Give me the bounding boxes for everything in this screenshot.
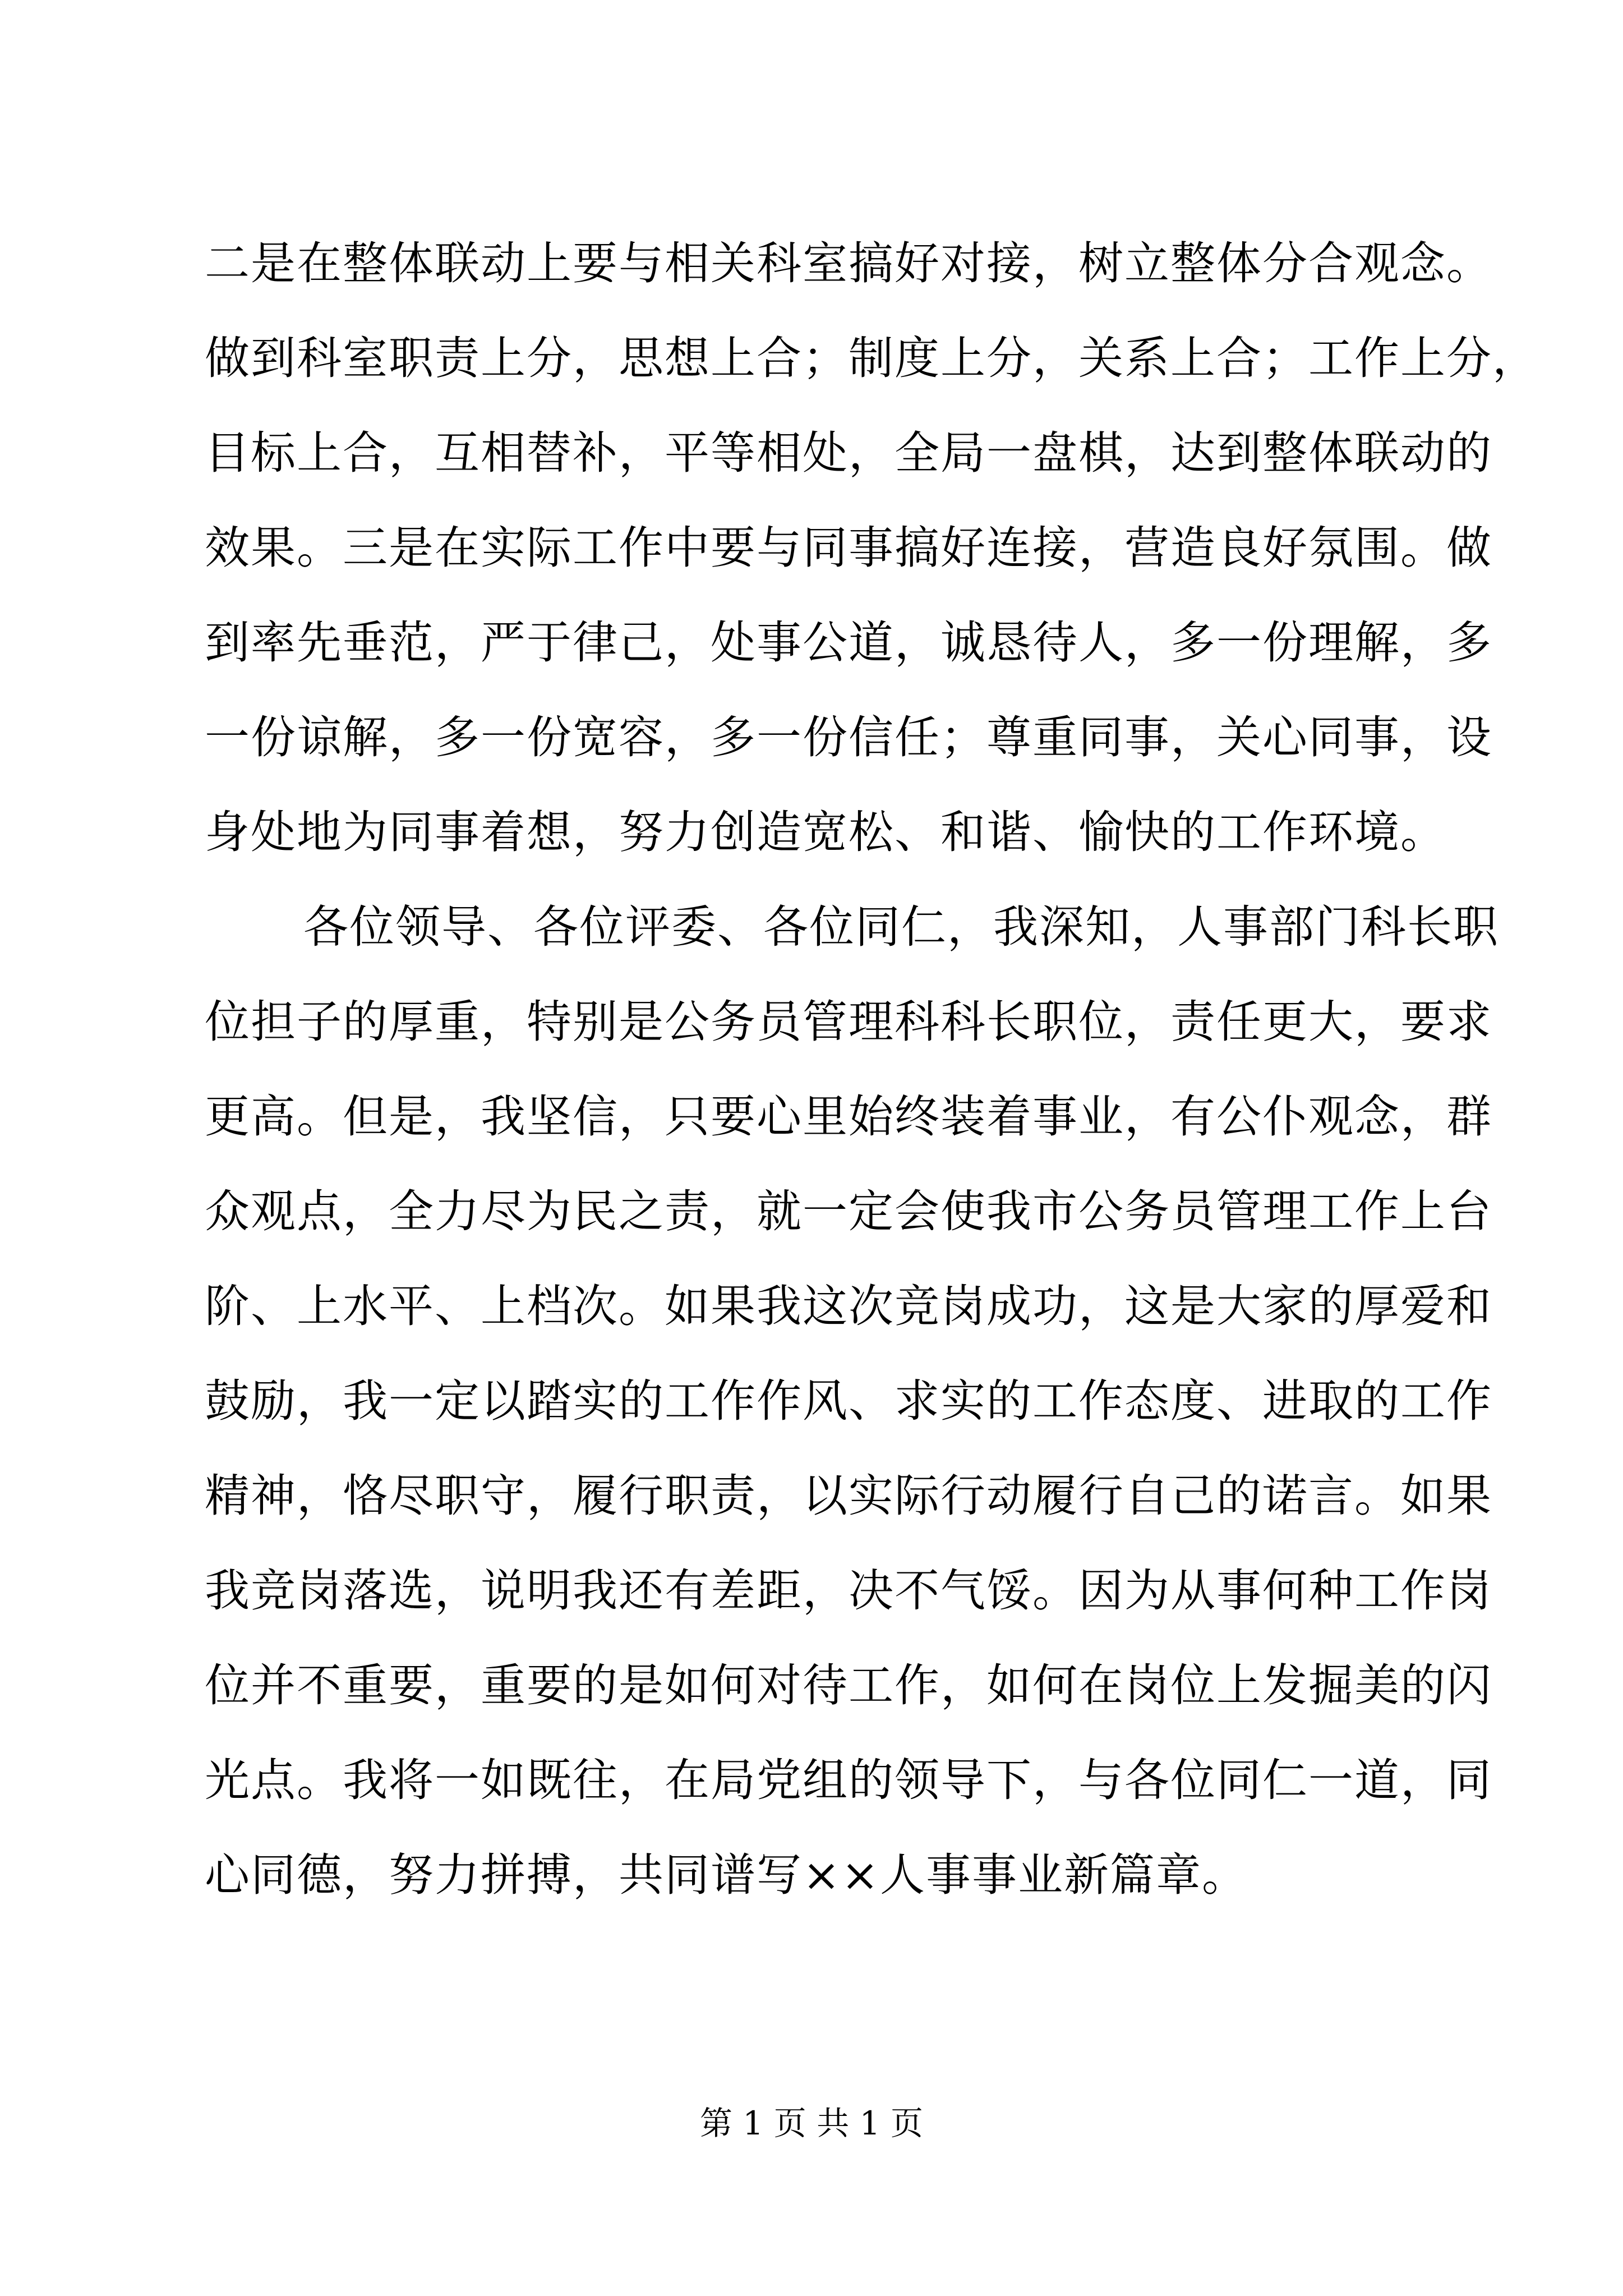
- text-line: 位担子的厚重，特别是公务员管理科科长职位，责任更大，要求: [205, 996, 1492, 1048]
- page-number-footer: 第 1 页 共 1 页: [700, 2104, 923, 2142]
- text-line: 阶、上水平、上档次。如果我这次竞岗成功，这是大家的厚爱和: [205, 1280, 1492, 1332]
- paragraph-2: [205, 880, 1499, 1922]
- text-line: 效果。三是在实际工作中要与同事搞好连接，营造良好氛围。做: [205, 522, 1492, 574]
- text-line: 众观点，全力尽为民之责，就一定会使我市公务员管理工作上台: [205, 1185, 1492, 1237]
- text-line: 做到科室职责上分，思想上合；制度上分，关系上合；工作上分，: [205, 332, 1538, 384]
- text-line: 身处地为同事着想，努力创造宽松、和谐、愉快的工作环境。: [205, 806, 1446, 858]
- text-line: 鼓励，我一定以踏实的工作作风、求实的工作态度、进取的工作: [205, 1375, 1492, 1427]
- document-body: [205, 216, 1538, 1922]
- text-line: 光点。我将一如既往，在局党组的领导下，与各位同仁一道，同: [205, 1754, 1492, 1806]
- text-line: 各位领导、各位评委、各位同仁，我深知，人事部门科长职: [303, 901, 1499, 953]
- text-line: 位并不重要，重要的是如何对待工作，如何在岗位上发掘美的闪: [205, 1659, 1492, 1711]
- text-line: 心同德，努力拼搏，共同谱写××人事事业新篇章。: [205, 1849, 1248, 1901]
- text-line: 二是在整体联动上要与相关科室搞好对接，树立整体分合观念。: [205, 237, 1492, 289]
- text-line: 更高。但是，我坚信，只要心里始终装着事业，有公仆观念，群: [205, 1091, 1492, 1143]
- text-line: 精神，恪尽职守，履行职责，以实际行动履行自己的诺言。如果: [205, 1470, 1492, 1522]
- text-line: 我竞岗落选，说明我还有差距，决不气馁。因为从事何种工作岗: [205, 1565, 1492, 1617]
- text-line: 目标上合，互相替补，平等相处，全局一盘棋，达到整体联动的: [205, 427, 1492, 479]
- paragraph-1: [205, 216, 1538, 880]
- text-line: 到率先垂范，严于律己，处事公道，诚恳待人，多一份理解，多: [205, 616, 1492, 669]
- text-line: 一份谅解，多一份宽容，多一份信任；尊重同事，关心同事，设: [205, 711, 1492, 763]
